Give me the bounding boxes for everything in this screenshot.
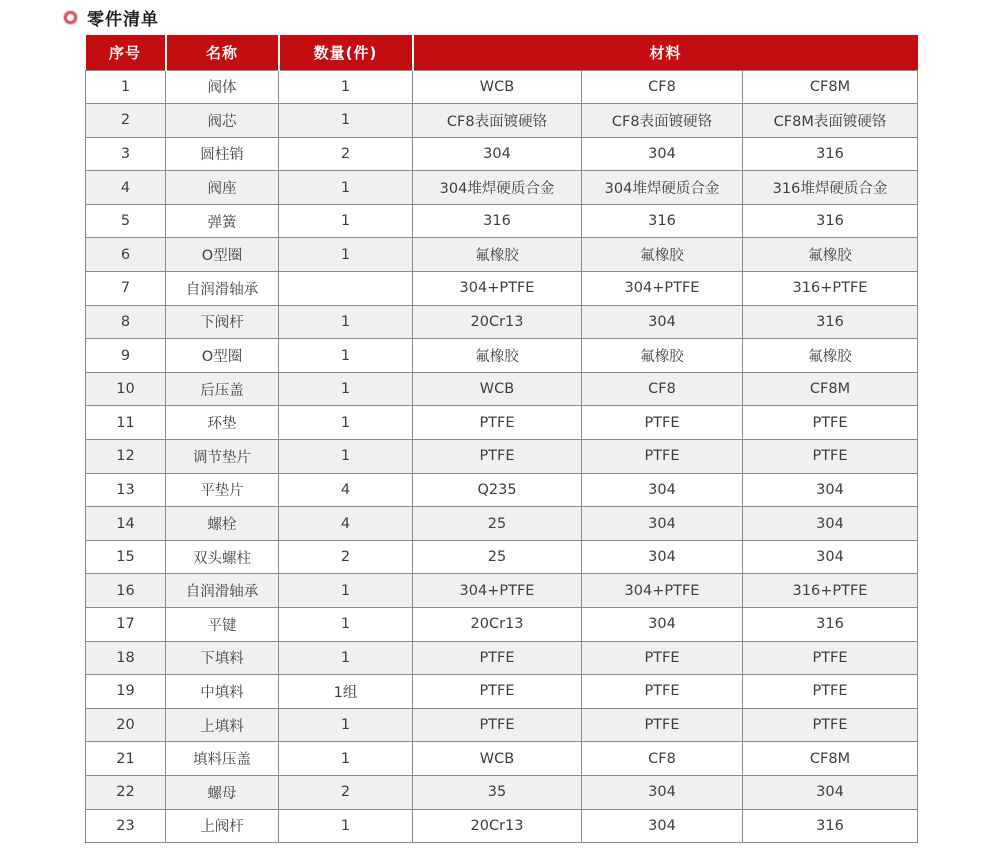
cell-material-3: CF8M (743, 70, 918, 104)
table-row (86, 272, 918, 306)
cell-name: O型圈 (166, 238, 279, 272)
cell-name: 调节垫片 (166, 440, 279, 474)
cell-index: 8 (86, 305, 166, 339)
table-row (86, 608, 918, 642)
table-row (86, 540, 918, 574)
parts-list-table (85, 35, 918, 843)
cell-material-1: 35 (413, 775, 582, 809)
table-row (86, 238, 918, 272)
cell-name: 后压盖 (166, 372, 279, 406)
cell-material-1: WCB (413, 742, 582, 776)
cell-material-2: 304+PTFE (582, 574, 743, 608)
cell-quantity: 1 (279, 574, 413, 608)
table-body (86, 70, 918, 843)
cell-material-1: PTFE (413, 406, 582, 440)
cell-material-2: CF8表面镀硬铬 (582, 104, 743, 138)
page-header (64, 5, 159, 30)
cell-material-1: 304堆焊硬质合金 (413, 171, 582, 205)
cell-quantity: 1 (279, 171, 413, 205)
cell-quantity: 1 (279, 708, 413, 742)
table-row (86, 708, 918, 742)
cell-quantity: 1 (279, 70, 413, 104)
table-row (86, 372, 918, 406)
cell-material-3: PTFE (743, 406, 918, 440)
cell-material-3: 304 (743, 775, 918, 809)
cell-name: 双头螺柱 (166, 540, 279, 574)
cell-material-2: PTFE (582, 406, 743, 440)
cell-material-1: PTFE (413, 675, 582, 709)
cell-material-3: PTFE (743, 708, 918, 742)
cell-material-2: 304 (582, 540, 743, 574)
cell-index: 9 (86, 339, 166, 373)
cell-material-3: CF8M表面镀硬铬 (743, 104, 918, 138)
cell-quantity: 1 (279, 608, 413, 642)
cell-index: 20 (86, 708, 166, 742)
cell-material-2: PTFE (582, 675, 743, 709)
cell-index: 18 (86, 641, 166, 675)
cell-material-1: 316 (413, 204, 582, 238)
cell-index: 23 (86, 809, 166, 843)
cell-material-2: PTFE (582, 708, 743, 742)
table-row (86, 507, 918, 541)
cell-name: 自润滑轴承 (166, 272, 279, 306)
cell-material-2: PTFE (582, 641, 743, 675)
table-header (86, 35, 918, 70)
cell-index: 11 (86, 406, 166, 440)
table-row (86, 171, 918, 205)
cell-material-3: 304 (743, 473, 918, 507)
cell-material-2: CF8 (582, 742, 743, 776)
table-row (86, 339, 918, 373)
table-row (86, 406, 918, 440)
cell-quantity: 1 (279, 406, 413, 440)
cell-index: 21 (86, 742, 166, 776)
cell-material-3: 316堆焊硬质合金 (743, 171, 918, 205)
cell-quantity: 1 (279, 104, 413, 138)
page-title: 零件清单 (87, 10, 159, 30)
cell-material-2: 304 (582, 473, 743, 507)
cell-material-3: PTFE (743, 641, 918, 675)
cell-material-1: PTFE (413, 641, 582, 675)
table-row (86, 104, 918, 138)
cell-material-1: 20Cr13 (413, 608, 582, 642)
cell-material-2: 氟橡胶 (582, 238, 743, 272)
cell-name: 螺母 (166, 775, 279, 809)
cell-quantity: 1 (279, 204, 413, 238)
cell-name: 自润滑轴承 (166, 574, 279, 608)
cell-material-2: CF8 (582, 372, 743, 406)
cell-material-3: 316 (743, 137, 918, 171)
cell-quantity: 1 (279, 641, 413, 675)
table-row (86, 204, 918, 238)
cell-material-3: CF8M (743, 742, 918, 776)
cell-material-3: 304 (743, 507, 918, 541)
cell-quantity: 2 (279, 775, 413, 809)
cell-quantity: 4 (279, 473, 413, 507)
cell-material-3: PTFE (743, 440, 918, 474)
cell-material-3: 304 (743, 540, 918, 574)
cell-index: 22 (86, 775, 166, 809)
table-row (86, 305, 918, 339)
cell-material-2: PTFE (582, 440, 743, 474)
cell-index: 15 (86, 540, 166, 574)
cell-quantity (279, 272, 413, 306)
cell-material-2: 316 (582, 204, 743, 238)
cell-material-3: 氟橡胶 (743, 339, 918, 373)
cell-quantity: 1 (279, 742, 413, 776)
cell-quantity: 1 (279, 339, 413, 373)
cell-material-2: 304 (582, 775, 743, 809)
cell-material-2: 304 (582, 809, 743, 843)
cell-material-2: 304 (582, 305, 743, 339)
cell-name: 中填料 (166, 675, 279, 709)
header-quantity: 数量(件) (279, 35, 413, 70)
cell-material-1: 20Cr13 (413, 305, 582, 339)
header-index: 序号 (86, 35, 166, 70)
cell-name: 平键 (166, 608, 279, 642)
cell-material-1: 氟橡胶 (413, 238, 582, 272)
cell-material-2: 304堆焊硬质合金 (582, 171, 743, 205)
bullet-ring-icon (64, 11, 77, 24)
cell-name: 圆柱销 (166, 137, 279, 171)
cell-material-1: Q235 (413, 473, 582, 507)
cell-name: 平垫片 (166, 473, 279, 507)
cell-index: 1 (86, 70, 166, 104)
table-row (86, 70, 918, 104)
cell-index: 13 (86, 473, 166, 507)
cell-material-2: 304 (582, 507, 743, 541)
cell-material-1: WCB (413, 372, 582, 406)
cell-index: 19 (86, 675, 166, 709)
table-row (86, 641, 918, 675)
cell-name: 上阀杆 (166, 809, 279, 843)
cell-quantity: 2 (279, 540, 413, 574)
cell-quantity: 1 (279, 305, 413, 339)
table-row (86, 473, 918, 507)
cell-index: 7 (86, 272, 166, 306)
cell-name: 环垫 (166, 406, 279, 440)
cell-material-1: PTFE (413, 708, 582, 742)
cell-material-2: 304+PTFE (582, 272, 743, 306)
cell-material-3: PTFE (743, 675, 918, 709)
header-material: 材料 (413, 35, 918, 70)
cell-name: 弹簧 (166, 204, 279, 238)
cell-index: 6 (86, 238, 166, 272)
cell-index: 10 (86, 372, 166, 406)
cell-material-3: 316 (743, 305, 918, 339)
cell-name: 填料压盖 (166, 742, 279, 776)
cell-material-1: CF8表面镀硬铬 (413, 104, 582, 138)
cell-material-1: 25 (413, 507, 582, 541)
table-row (86, 809, 918, 843)
table-row (86, 675, 918, 709)
cell-name: 下阀杆 (166, 305, 279, 339)
cell-name: 上填料 (166, 708, 279, 742)
cell-material-2: 304 (582, 608, 743, 642)
cell-index: 5 (86, 204, 166, 238)
cell-index: 2 (86, 104, 166, 138)
cell-name: 阀座 (166, 171, 279, 205)
cell-quantity: 1 (279, 440, 413, 474)
cell-material-2: 304 (582, 137, 743, 171)
cell-name: 螺栓 (166, 507, 279, 541)
cell-material-3: 316 (743, 204, 918, 238)
cell-material-1: 25 (413, 540, 582, 574)
cell-material-1: 20Cr13 (413, 809, 582, 843)
cell-material-2: 氟橡胶 (582, 339, 743, 373)
table-row (86, 137, 918, 171)
cell-material-1: 304+PTFE (413, 574, 582, 608)
cell-quantity: 1 (279, 238, 413, 272)
cell-material-1: 304 (413, 137, 582, 171)
cell-quantity: 1 (279, 809, 413, 843)
cell-quantity: 1组 (279, 675, 413, 709)
cell-material-3: 316+PTFE (743, 574, 918, 608)
cell-material-1: 304+PTFE (413, 272, 582, 306)
table-row (86, 440, 918, 474)
cell-quantity: 2 (279, 137, 413, 171)
cell-quantity: 4 (279, 507, 413, 541)
table-row (86, 574, 918, 608)
cell-material-1: 氟橡胶 (413, 339, 582, 373)
cell-index: 3 (86, 137, 166, 171)
table-row (86, 775, 918, 809)
cell-quantity: 1 (279, 372, 413, 406)
cell-material-1: PTFE (413, 440, 582, 474)
cell-material-1: WCB (413, 70, 582, 104)
cell-material-3: CF8M (743, 372, 918, 406)
cell-material-3: 316 (743, 608, 918, 642)
cell-name: 阀芯 (166, 104, 279, 138)
cell-index: 12 (86, 440, 166, 474)
cell-name: 下填料 (166, 641, 279, 675)
cell-material-3: 氟橡胶 (743, 238, 918, 272)
cell-index: 17 (86, 608, 166, 642)
cell-index: 4 (86, 171, 166, 205)
table-row (86, 742, 918, 776)
cell-name: 阀体 (166, 70, 279, 104)
header-name: 名称 (166, 35, 279, 70)
cell-material-2: CF8 (582, 70, 743, 104)
cell-material-3: 316+PTFE (743, 272, 918, 306)
cell-index: 14 (86, 507, 166, 541)
cell-material-3: 316 (743, 809, 918, 843)
cell-index: 16 (86, 574, 166, 608)
cell-name: O型圈 (166, 339, 279, 373)
